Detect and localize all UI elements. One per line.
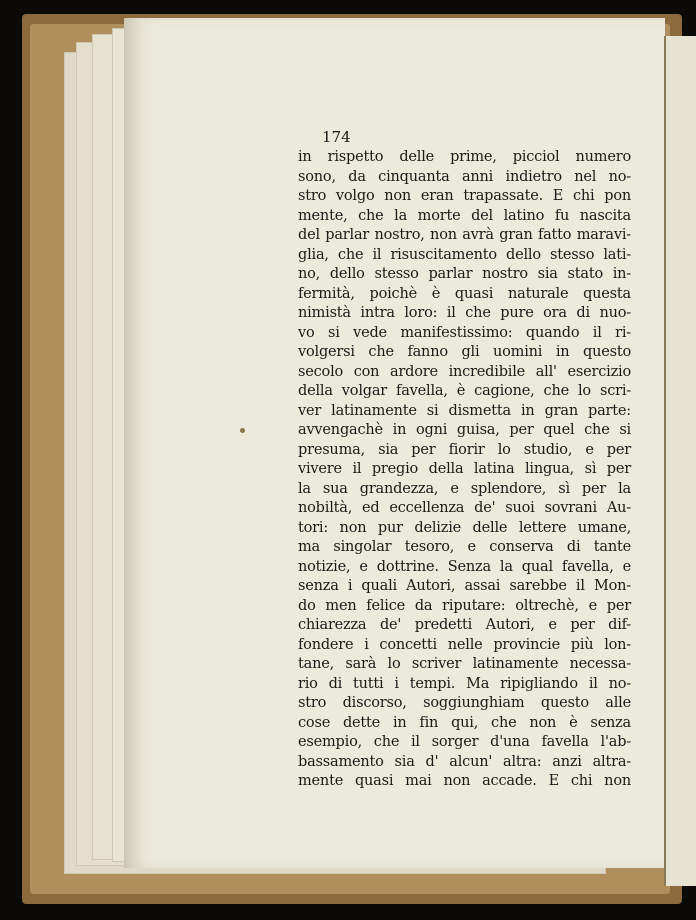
text-line: in rispetto delle prime, picciol numero [298,149,631,165]
text-line: nimistà intra loro: il che pure ora di nuo- [298,305,631,321]
paper-spot [240,428,245,433]
text-line: ma singolar tesoro, e conserva di tante [298,539,631,555]
text-line: fermità, poichè è quasi naturale questa [298,285,631,302]
text-line: la sua grandezza, e splendore, sì per la [298,480,631,497]
text-line: stro volgo non eran trapassate. E chi pon [298,188,631,204]
text-line: esempio, che il sorger d'una favella l'ab- [298,734,631,750]
text-line: stro discorso, soggiunghiam questo alle [298,695,631,711]
text-line: del parlar nostro, non avrà gran fatto maravi- [298,227,631,243]
text-line: fondere i concetti nelle provincie più lon- [298,636,631,653]
text-line: senza i quali Autori, assai sarebbe il Mon- [298,578,631,594]
text-line: della volgar favella, è cagione, che lo scri- [298,383,631,399]
page-number: 174 [322,128,351,146]
text-line: rio di tutti i tempi. Ma ripigliando il no- [298,675,631,692]
text-line: tori: non pur delizie delle lettere umane, [298,519,631,536]
text-line: no, dello stesso parlar nostro sia stato in- [298,266,631,282]
text-line: cose dette in fin qui, che non è senza [298,714,631,731]
text-line: bassamento sia d' alcun' altra: anzi altra- [298,753,631,770]
text-line: chiarezza de' predetti Autori, e per dif- [298,617,631,633]
page-text [298,126,631,792]
text-line: glia, che il risuscitamento dello stesso lati- [298,246,631,263]
text-line: nobiltà, ed eccellenza de' suoi sovrani Au- [298,500,631,516]
text-line: avvengachè in ogni guisa, per quel che si [298,422,631,438]
text-line: volgersi che fanno gli uomini in questo [298,344,631,360]
facing-page-edge [664,36,696,886]
text-line: sono, da cinquanta anni indietro nel no- [298,168,631,185]
text-line: tane, sarà lo scriver latinamente necessa- [298,656,631,672]
spacer [298,126,631,148]
text-line: do men felice da riputare: oltrechè, e per [298,597,631,614]
text-line: vivere il pregio della latina lingua, sì per [298,461,631,477]
text-line: mente quasi mai non accade. E chi non [298,773,631,789]
text-line: vo si vede manifestissimo: quando il ri- [298,324,631,341]
text-line: presuma, sia per fiorir lo studio, e per [298,441,631,458]
text-line: mente, che la morte del latino fu nascita [298,207,631,224]
text-line: secolo con ardore incredibile all' esercizio [298,363,631,380]
text-line: notizie, e dottrine. Senza la qual favella, e [298,558,631,575]
text-line: ver latinamente si dismetta in gran parte: [298,402,631,419]
